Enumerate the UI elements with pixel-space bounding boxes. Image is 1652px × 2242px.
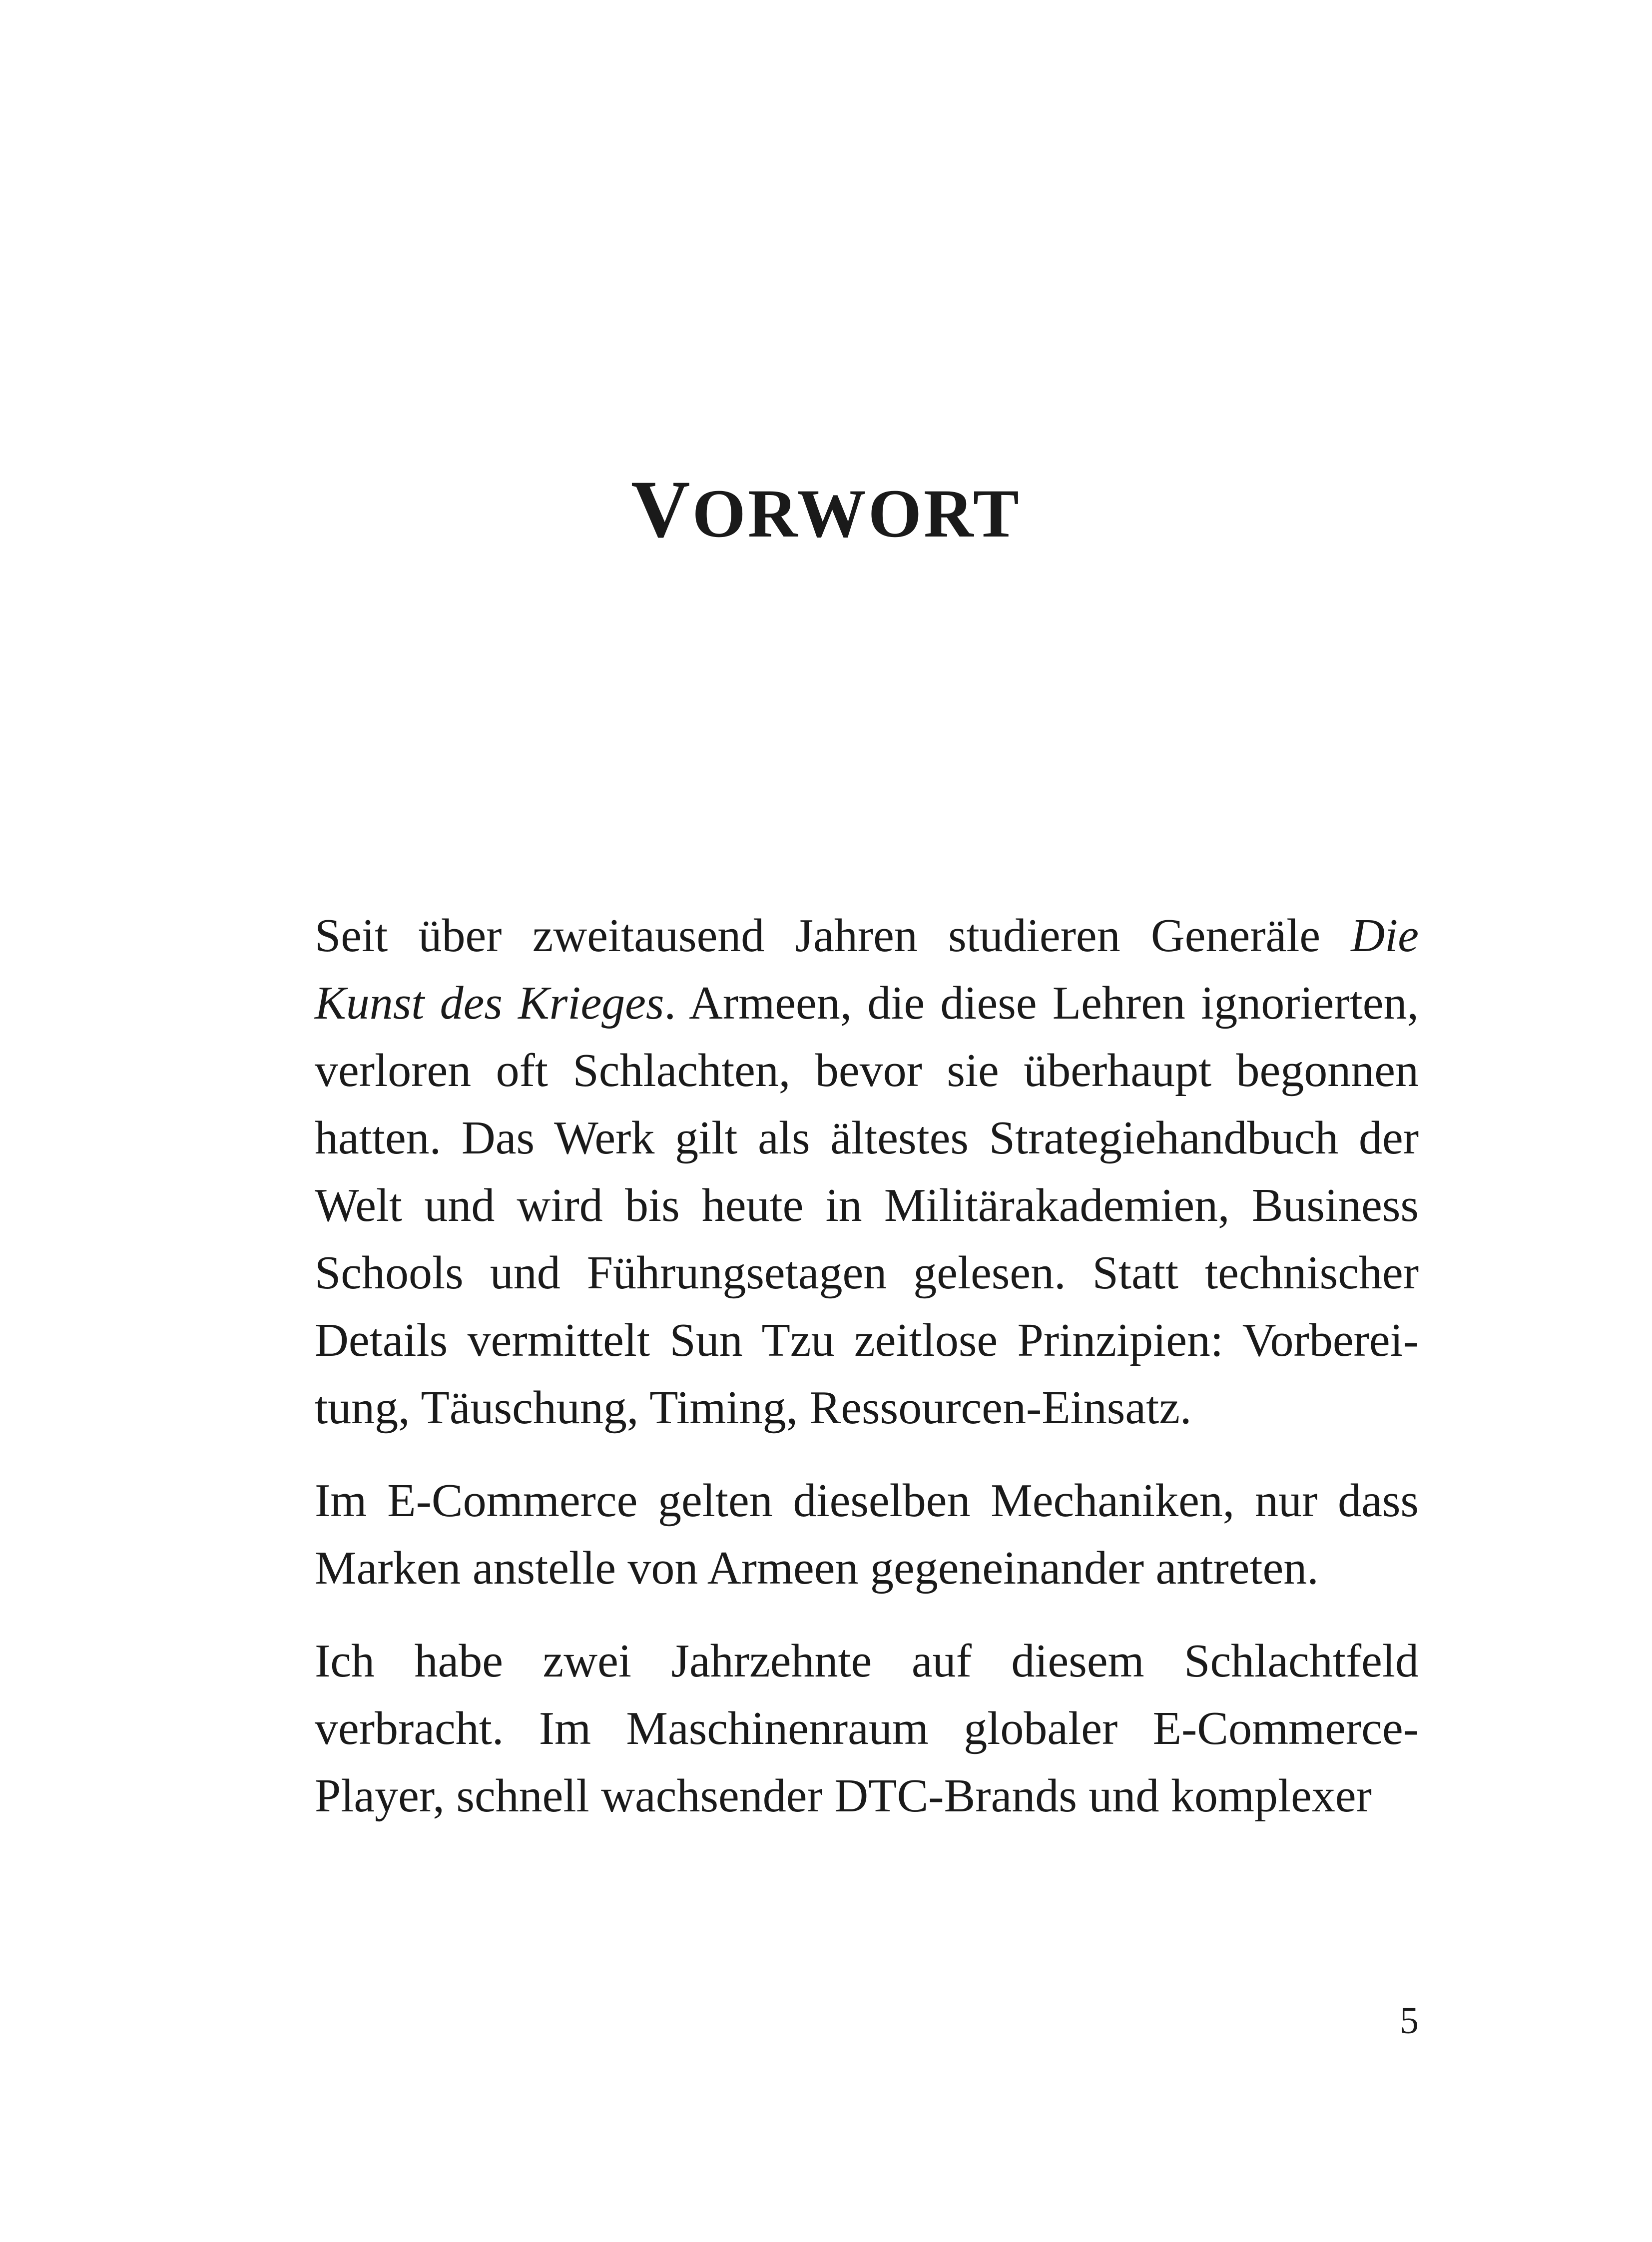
chapter-title (0, 464, 1652, 555)
chapter-title-rest: ORWORT (692, 475, 1021, 552)
paragraph-1-after: . Armeen, die diese Lehren ignorierten, verloren oft Schlachten, bevor sie überhaupt begonnen hatten. Das Werk gilt als ältestes Strategiehandbuch der Welt und wird bis heute in Militärakademien, Business Schools und Führungsetagen gelesen. Statt technischer Details vermittelt Sun Tzu zeitlose Prinzipien: Vorbereitung, Täuschung, Timing, Ressourcen-Einsatz. (315, 977, 1419, 1434)
paragraph-1-before: Seit über zweitausend Jahren studieren Generäle (315, 910, 1351, 962)
chapter-title-initial: V (631, 464, 692, 555)
body-text (315, 902, 1419, 1855)
paragraph-1 (315, 902, 1419, 1442)
paragraph-3: Ich habe zwei Jahrzehnte auf diesem Schlachtfeld verbracht. Im Maschinenraum globaler E-Commerce-Player, schnell wachsender DTC-Brands und komplexer (315, 1635, 1419, 1822)
page-number: 5 (1400, 2000, 1419, 2042)
book-title-italic: Die Kunst des Krieges (315, 910, 1419, 1029)
paragraph-2: Im E-Commerce gelten dieselben Mechaniken, nur dass Marken anstelle von Armeen gegeneinander antreten. (315, 1475, 1419, 1594)
